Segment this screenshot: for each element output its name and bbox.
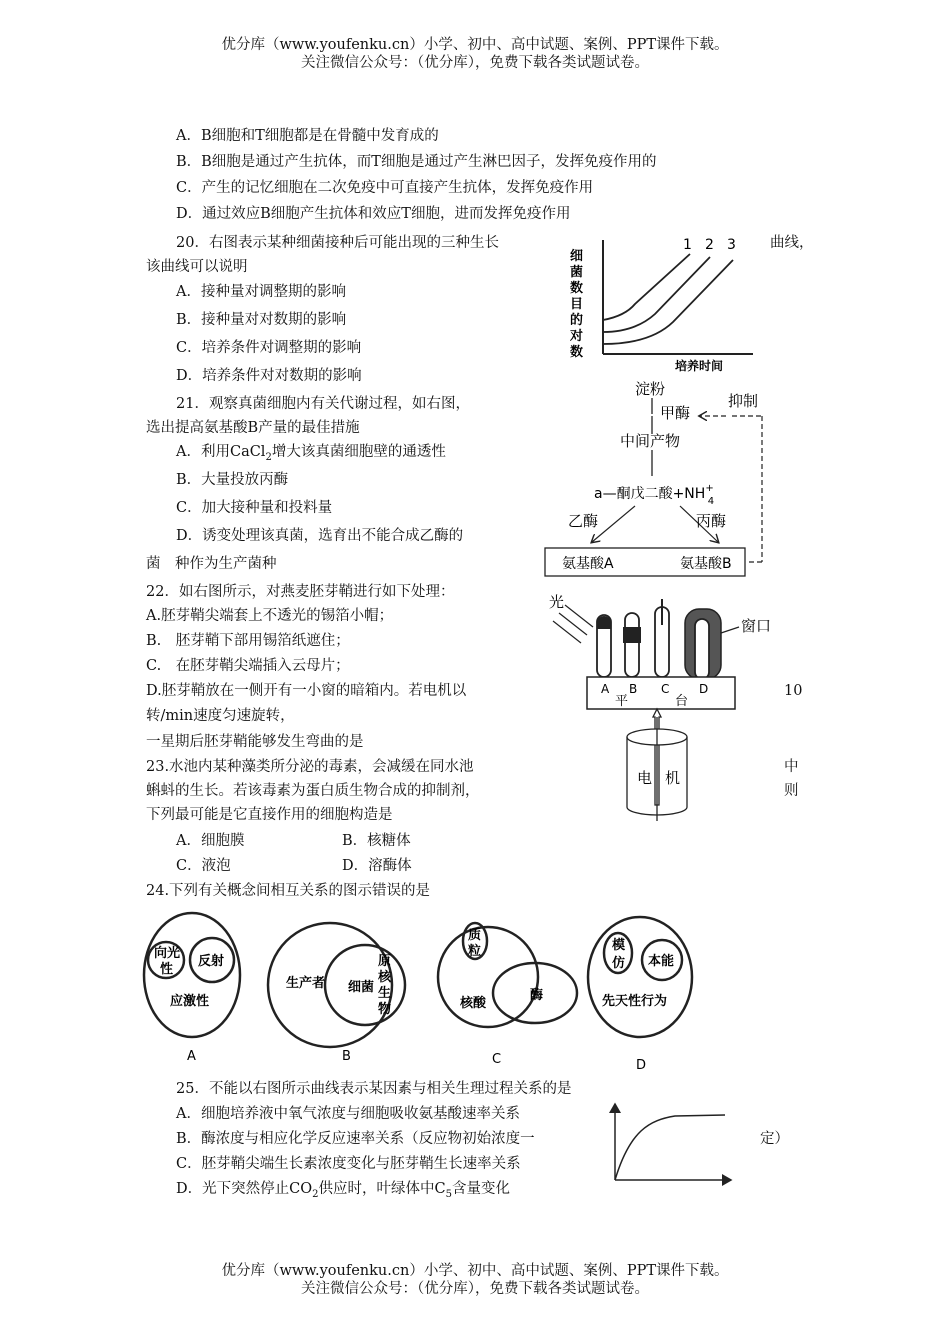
y-label-char: 数	[570, 281, 584, 296]
q20-option-d: D．培养条件对对数期的影响	[176, 368, 362, 384]
window-label: 窗口	[741, 617, 772, 635]
q22-item-b: B. 胚芽鞘下部用锡箔纸遮住；	[146, 633, 350, 649]
q22-stem: 22．如右图所示，对燕麦胚芽鞘进行如下处理：	[146, 584, 455, 600]
enzyme-b-label: 乙酶	[568, 512, 599, 530]
q23-option-a: A．细胞膜	[176, 833, 245, 849]
y-label-char: 对	[570, 329, 584, 344]
b-right-3: 生	[378, 986, 392, 1001]
diagram-d-label: D	[636, 1058, 647, 1073]
d-circle1-2: 仿	[612, 956, 626, 971]
growth-curve-3	[603, 260, 733, 344]
q20-stem-end: 曲线，	[770, 235, 814, 251]
c-small-2: 粒	[468, 944, 482, 959]
d-circle2: 本能	[648, 954, 675, 969]
b-right-1: 原	[378, 954, 392, 969]
motor-char-1: 电	[637, 769, 653, 787]
y-label-char: 目	[570, 297, 584, 312]
q25-option-d: D．光下突然停止$CO_2$供应时，叶绿体中$C_5$含量变化	[176, 1181, 510, 1200]
q23-stem-3: 下列最可能是它直接作用的细胞构造是	[146, 807, 393, 823]
q22-item-d: D.胚芽鞘放在一侧开有一小窗的暗箱内。若电机以	[146, 683, 467, 699]
diagram-d-outer	[588, 917, 692, 1037]
platform-char-1: 平	[615, 694, 629, 709]
y-label-char: 数	[570, 345, 584, 360]
q20-stem: 20．右图表示某种细菌接种后可能出现的三种生长	[176, 235, 499, 251]
footer-line-1: 优分库（www.youfenku.cn）小学、初中、高中试题、案例、PPT课件下载。	[221, 1263, 729, 1279]
intermediate-label: 中间产物	[620, 432, 681, 450]
q23-option-b: B．核糖体	[342, 833, 411, 849]
q25-option-b-end: 定）	[760, 1131, 789, 1147]
q20-stem-2: 该曲线可以说明	[146, 259, 248, 275]
q21-option-d-cont: 菌 种作为生产菌种	[146, 556, 277, 572]
q22-item-d-end: 10	[784, 683, 803, 699]
b-left: 生产者	[286, 976, 326, 991]
growth-curve-2	[603, 257, 710, 332]
c-left: 核酸	[460, 996, 487, 1011]
coleoptile-figure	[545, 585, 785, 830]
q23-stem-end: 中	[784, 759, 799, 775]
inhibit-label: 抑制	[728, 392, 759, 410]
d-circle1-1: 模	[612, 938, 626, 953]
x-axis-label: 培养时间	[675, 359, 724, 373]
q22-question: 一星期后胚芽鞘能够发生弯曲的是	[146, 734, 364, 750]
c-small-1: 质	[468, 928, 482, 943]
q21-option-c: C．加大接种量和投料量	[176, 500, 333, 516]
c-right: 酶	[530, 988, 544, 1003]
label-b: B	[629, 682, 638, 696]
y-label-char: 的	[570, 313, 584, 328]
diagram-b-label: B	[342, 1049, 351, 1064]
q21-option-a: A．利用CaCl$_2$增大该真菌细胞壁的通透性	[176, 444, 446, 463]
curve-label-2: 2	[705, 237, 714, 253]
ketoacid-label: a—酮戊二酸+NH+ 4	[594, 483, 715, 507]
q25-option-c: C．胚芽鞘尖端生长素浓度变化与胚芽鞘生长速率关系	[176, 1156, 521, 1172]
concept-diagrams	[140, 905, 700, 1075]
coleoptile-d	[695, 619, 709, 679]
header-line-2: 关注微信公众号：（优分库），免费下载各类试题试卷。	[301, 55, 649, 71]
label-c: C	[661, 682, 670, 696]
q19-option-a: A．B细胞和T细胞都是在骨髓中发育成的	[176, 128, 439, 144]
q25-option-a: A．细胞培养液中氧气浓度与细胞吸收氨基酸速率关系	[176, 1106, 520, 1122]
b-mid: 细菌	[348, 980, 375, 995]
q23-stem: 23.水池内某种藻类所分泌的毒素，会减缓在同水池	[146, 759, 474, 775]
q23-stem-2-end: 则	[784, 783, 799, 799]
q23-option-c: C．液泡	[176, 858, 231, 874]
curve-label-1: 1	[683, 237, 692, 253]
footer-line-2: 关注微信公众号：（优分库），免费下载各类试题试卷。	[301, 1281, 649, 1297]
q22-item-a: A.胚芽鞘尖端套上不透光的锡箔小帽；	[146, 608, 394, 624]
curve-label-3: 3	[727, 237, 736, 253]
y-label-char: 菌	[570, 265, 584, 280]
saturation-curve-figure	[605, 1100, 735, 1185]
diagram-c-label: C	[492, 1052, 502, 1067]
label-d: D	[699, 682, 709, 696]
q25-stem: 25．不能以右图所示曲线表示某因素与相关生理过程关系的是	[176, 1081, 572, 1097]
amino-acid-a-label: 氨基酸A	[562, 556, 614, 572]
q23-stem-2: 蝌蚪的生长。若该毒素为蛋白质生物合成的抑制剂，	[146, 783, 480, 799]
q21-stem: 21．观察真菌细胞内有关代谢过程，如右图，	[176, 396, 470, 412]
saturation-curve	[615, 1115, 725, 1180]
enzyme-c-label: 丙酶	[696, 512, 727, 530]
q23-option-d: D．溶酶体	[342, 858, 412, 874]
growth-curve-figure	[565, 232, 765, 377]
light-label: 光	[549, 593, 565, 611]
metabolism-diagram	[540, 376, 780, 581]
b-right-2: 核	[378, 970, 392, 985]
growth-curve-1	[603, 254, 690, 320]
amino-acid-b-label: 氨基酸B	[680, 556, 732, 572]
motor-char-2: 机	[665, 769, 681, 787]
q20-option-a: A．接种量对调整期的影响	[176, 284, 346, 300]
header-line-1: 优分库（www.youfenku.cn）小学、初中、高中试题、案例、PPT课件下载。	[221, 37, 729, 53]
y-label-char: 细	[570, 249, 584, 264]
coleoptile-b	[625, 613, 639, 677]
q19-option-c: C．产生的记忆细胞在二次免疫中可直接产生抗体，发挥免疫作用	[176, 180, 594, 196]
enzyme-a-label: 甲酶	[660, 404, 691, 422]
q24-stem: 24.下列有关概念间相互关系的图示错误的是	[146, 883, 431, 899]
q21-stem-2: 选出提高氨基酸B产量的最佳措施	[146, 420, 360, 436]
q20-option-c: C．培养条件对调整期的影响	[176, 340, 362, 356]
a-circle1-line1: 向光	[154, 946, 181, 961]
q19-option-d: D．通过效应B细胞产生抗体和效应T细胞，进而发挥免疫作用	[176, 206, 571, 222]
q19-option-b: B．B细胞是通过产生抗体，而T细胞是通过产生淋巴因子，发挥免疫作用的	[176, 154, 657, 170]
platform-char-2: 台	[675, 694, 689, 709]
q20-option-b: B．接种量对对数期的影响	[176, 312, 347, 328]
d-outer: 先天性行为	[602, 994, 668, 1009]
a-outer: 应激性	[170, 994, 210, 1009]
label-a: A	[601, 682, 610, 696]
q21-option-d: D．诱变处理该真菌，选育出不能合成乙酶的	[176, 528, 464, 544]
q25-option-b: B．酶浓度与相应化学反应速率关系（反应物初始浓度一	[176, 1131, 535, 1147]
diagram-a-label: A	[187, 1049, 196, 1064]
starch-label: 淀粉	[635, 380, 666, 398]
q21-option-b: B．大量投放丙酶	[176, 472, 289, 488]
q22-item-d-2: 转/min速度匀速旋转，	[146, 708, 295, 724]
a-circle1-line2: 性	[160, 962, 174, 977]
a-circle2: 反射	[198, 954, 225, 969]
b-right-4: 物	[378, 1002, 392, 1017]
q22-item-c: C. 在胚芽鞘尖端插入云母片；	[146, 658, 350, 674]
